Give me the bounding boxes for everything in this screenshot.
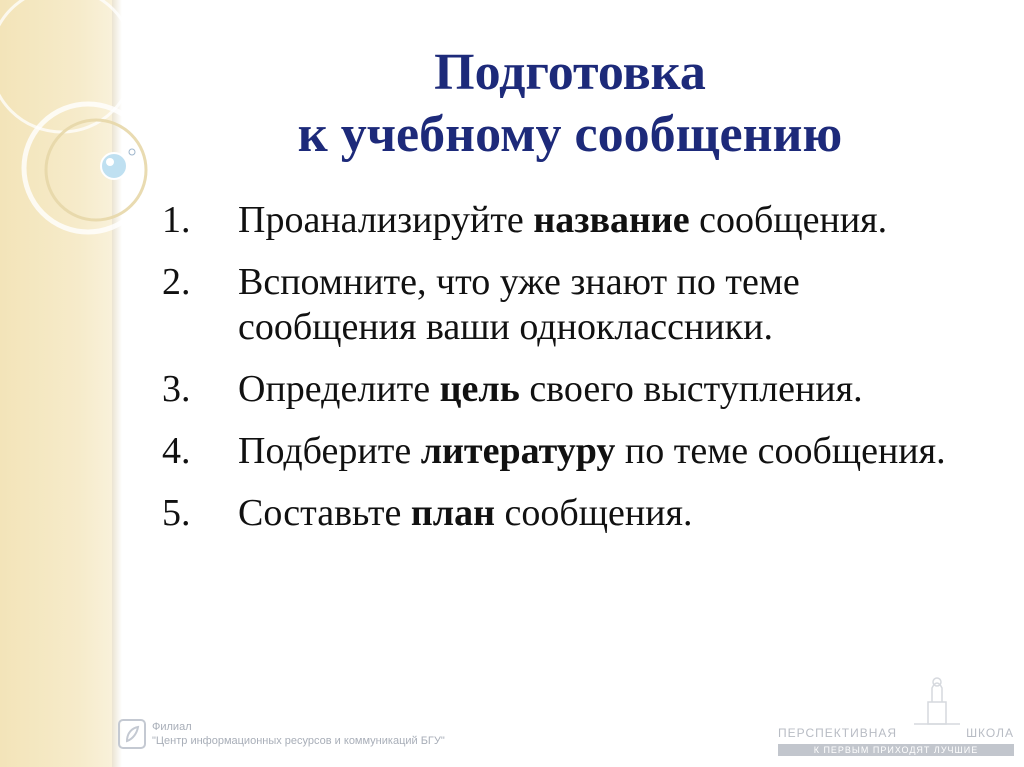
statue-icon <box>778 674 1018 726</box>
branch-label: Филиал <box>152 721 192 733</box>
ring-medium <box>24 104 152 232</box>
item-number: 3. <box>162 368 191 410</box>
item-number: 5. <box>162 492 191 534</box>
slide-title <box>190 42 950 166</box>
decorative-rings <box>0 0 180 260</box>
item-number: 1. <box>162 199 191 241</box>
steps-list <box>162 198 982 553</box>
item-text-end: сообщения. <box>495 492 693 534</box>
item-keyword: цель <box>439 368 520 410</box>
small-bubble-icon <box>129 149 135 155</box>
leaf-icon <box>124 725 140 743</box>
item-text: Определите <box>238 368 440 410</box>
school-motto: К ПЕРВЫМ ПРИХОДЯТ ЛУЧШИЕ <box>778 744 1014 756</box>
item-text: Подберите <box>238 430 421 472</box>
school-name-word-2: ШКОЛА <box>966 726 1014 740</box>
item-keyword: план <box>410 492 496 534</box>
list-item <box>162 260 982 350</box>
item-text: Вспомните, что уже знают по теме сообщения ваши одноклассники. <box>238 261 800 348</box>
bubble-highlight <box>106 158 114 166</box>
title-line-2: к учебному сообщению <box>297 106 843 163</box>
item-text: Проанализируйте <box>238 199 534 241</box>
item-text-end: сообщения. <box>689 199 888 241</box>
school-name-word-1: ПЕРСПЕКТИВНАЯ <box>778 726 898 740</box>
footer-branch-info <box>118 714 445 754</box>
school-logo <box>778 674 1018 760</box>
list-item <box>162 367 982 412</box>
item-text-end: своего выступления. <box>519 368 863 410</box>
list-item <box>162 198 982 243</box>
title-line-1: Подготовка <box>434 44 706 101</box>
item-number: 4. <box>162 430 191 472</box>
ring-inner <box>46 120 146 220</box>
bubble-icon <box>101 153 127 179</box>
item-text: Составьте <box>238 492 411 534</box>
item-number: 2. <box>162 261 191 303</box>
list-item <box>162 429 982 474</box>
branch-logo-icon <box>118 719 146 749</box>
item-text-end: по теме сообщения. <box>615 430 946 472</box>
list-item <box>162 491 982 536</box>
item-keyword: литературу <box>420 430 616 472</box>
branch-name: "Центр информационных ресурсов и коммуникаций БГУ" <box>152 735 445 747</box>
item-keyword: название <box>533 199 690 241</box>
